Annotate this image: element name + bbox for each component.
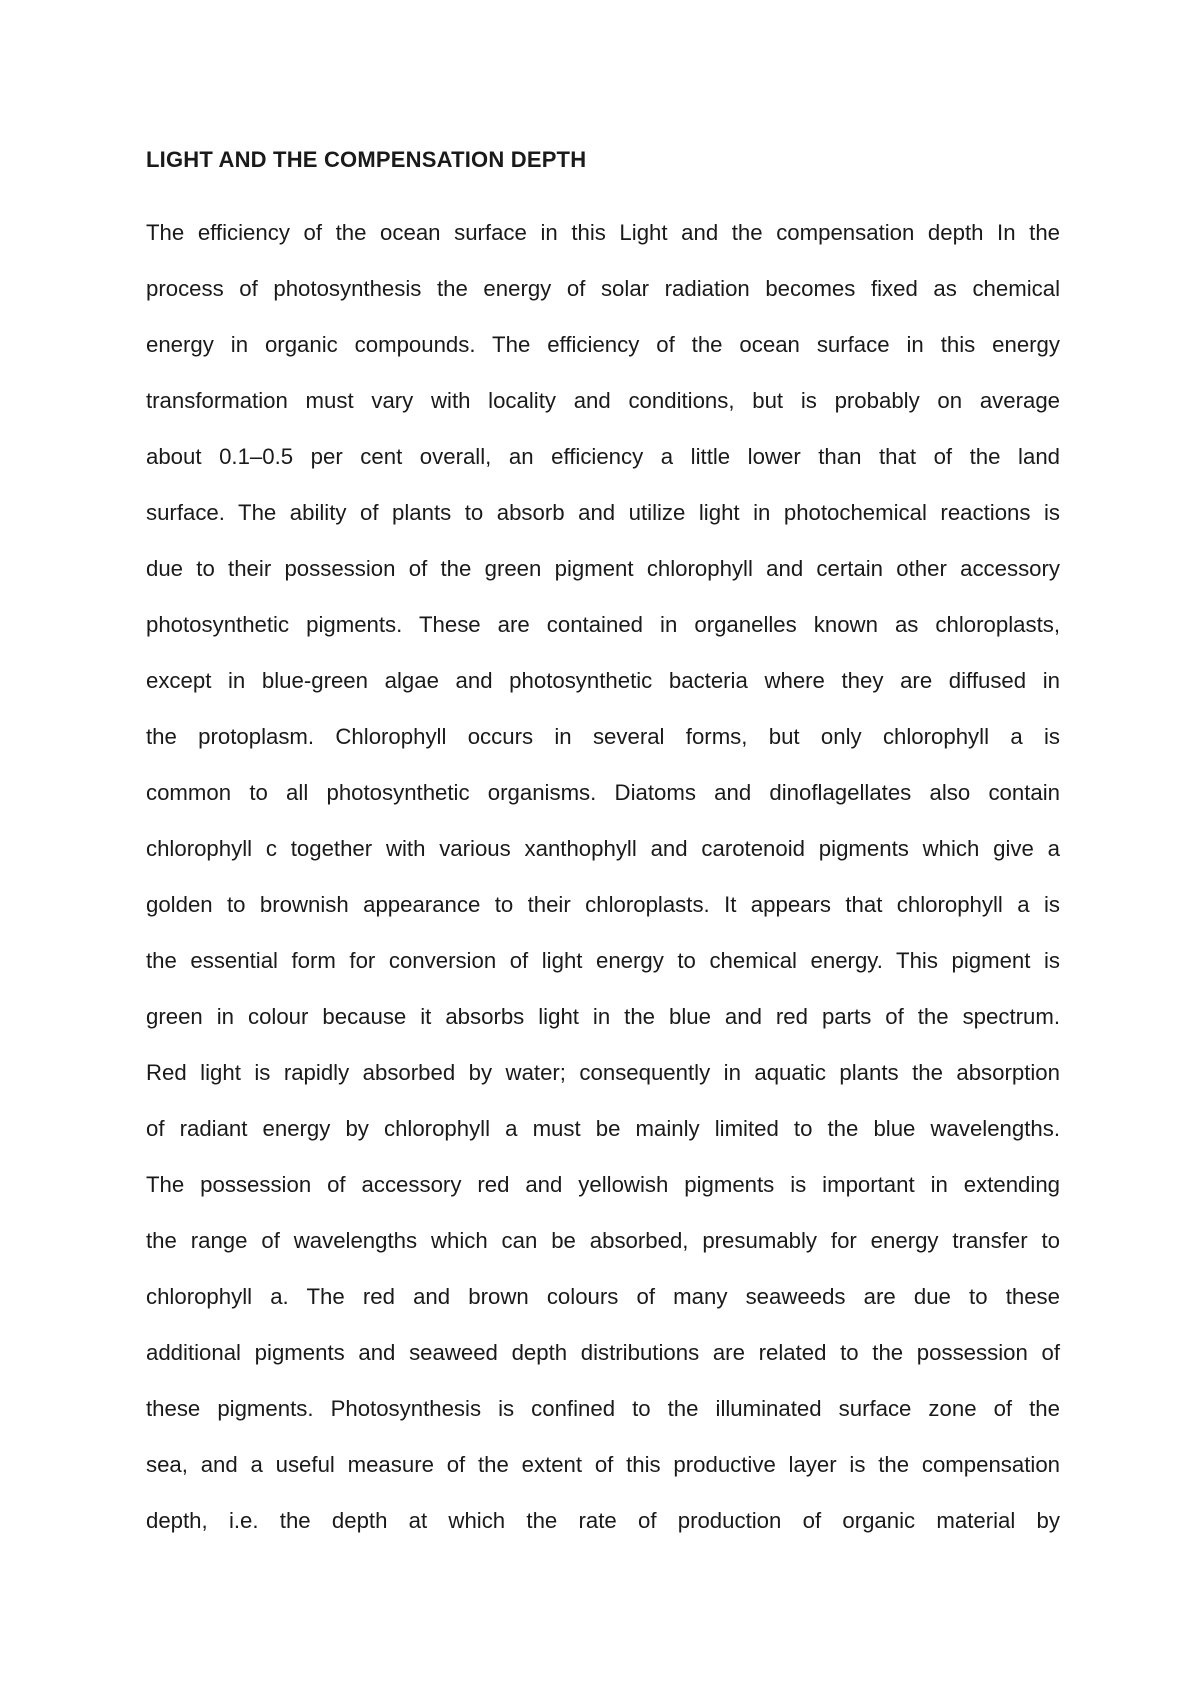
- paragraph-line: photosynthetic pigments. These are contained in organelles known as chloroplasts,: [146, 612, 1060, 637]
- paragraph-line: due to their possession of the green pigment chlorophyll and certain other accessory: [146, 556, 1060, 581]
- paragraph-line: green in colour because it absorbs light in the blue and red parts of the spectrum.: [146, 1004, 1060, 1029]
- paragraph-line: chlorophyll c together with various xanthophyll and carotenoid pigments which give a: [146, 836, 1060, 861]
- paragraph-line: sea, and a useful measure of the extent of this productive layer is the compensation: [146, 1452, 1060, 1477]
- paragraph-line: about 0.1–0.5 per cent overall, an efficiency a little lower than that of the land: [146, 444, 1060, 469]
- paragraph-line: depth, i.e. the depth at which the rate of production of organic material by: [146, 1508, 1060, 1533]
- paragraph-line: of radiant energy by chlorophyll a must be mainly limited to the blue wavelengths.: [146, 1116, 1060, 1141]
- document-title: LIGHT AND THE COMPENSATION DEPTH: [146, 147, 587, 172]
- paragraph-line: process of photosynthesis the energy of solar radiation becomes fixed as chemical: [146, 276, 1060, 301]
- paragraph-line: common to all photosynthetic organisms. Diatoms and dinoflagellates also contain: [146, 780, 1060, 805]
- paragraph-line: energy in organic compounds. The efficiency of the ocean surface in this energy: [146, 332, 1060, 357]
- paragraph-line: Red light is rapidly absorbed by water; consequently in aquatic plants the absorption: [146, 1060, 1060, 1085]
- paragraph-line: the range of wavelengths which can be absorbed, presumably for energy transfer to: [146, 1228, 1060, 1253]
- paragraph-line: transformation must vary with locality and conditions, but is probably on average: [146, 388, 1060, 413]
- paragraph-line: chlorophyll a. The red and brown colours of many seaweeds are due to these: [146, 1284, 1060, 1309]
- paragraph-line: additional pigments and seaweed depth distributions are related to the possession of: [146, 1340, 1060, 1365]
- body-paragraph: [146, 218, 1060, 1562]
- paragraph-line: these pigments. Photosynthesis is confined to the illuminated surface zone of the: [146, 1396, 1060, 1421]
- paragraph-line: except in blue-green algae and photosynthetic bacteria where they are diffused in: [146, 668, 1060, 693]
- paragraph-line: the protoplasm. Chlorophyll occurs in several forms, but only chlorophyll a is: [146, 724, 1060, 749]
- paragraph-line: The efficiency of the ocean surface in this Light and the compensation depth In the: [146, 220, 1060, 245]
- paragraph-line: the essential form for conversion of light energy to chemical energy. This pigment is: [146, 948, 1060, 973]
- paragraph-line: surface. The ability of plants to absorb and utilize light in photochemical reactions is: [146, 500, 1060, 525]
- paragraph-line: golden to brownish appearance to their chloroplasts. It appears that chlorophyll a is: [146, 892, 1060, 917]
- paragraph-line: The possession of accessory red and yellowish pigments is important in extending: [146, 1172, 1060, 1197]
